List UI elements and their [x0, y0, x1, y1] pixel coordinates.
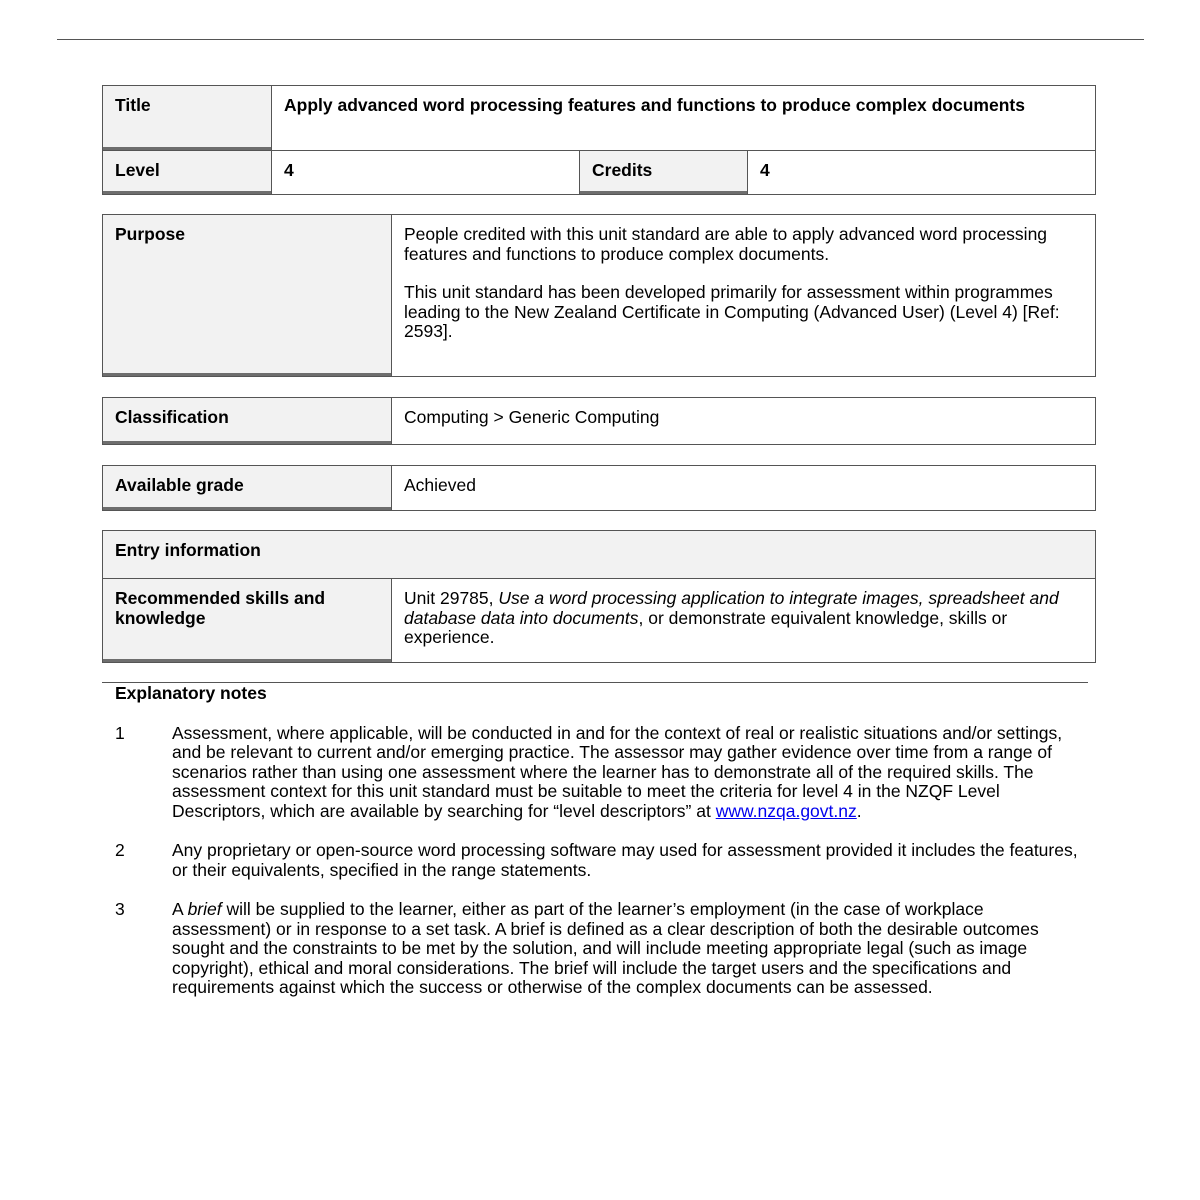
explanatory-notes	[102, 682, 1088, 998]
recommended-skills-suffix: , or demonstrate equivalent knowledge, skills or experience.	[404, 607, 1008, 647]
note-number: 1	[115, 722, 125, 743]
note-number: 2	[115, 840, 125, 860]
title-table	[102, 85, 1096, 195]
classification-value: Computing > Generic Computing	[392, 398, 1096, 445]
purpose-label: Purpose	[103, 215, 392, 377]
title-value: Apply advanced word processing features and functions to produce complex documents	[272, 86, 1096, 151]
credits-label: Credits	[580, 151, 748, 195]
purpose-paragraph-2: This unit standard has been developed primarily for assessment within programmes leading to the New Zealand Certificate in Computing (Advanced User) (Level 4) [Ref: 2593].	[404, 282, 1060, 341]
note-text	[172, 724, 1088, 822]
recommended-skills-prefix: Unit 29785,	[404, 588, 499, 608]
classification-table	[102, 397, 1096, 445]
note-item	[102, 724, 1088, 822]
note-text-end: .	[856, 800, 862, 821]
available-grade-label: Available grade	[103, 466, 392, 511]
purpose-paragraph-1: People credited with this unit standard are able to apply advanced word processing features and functions to produce complex documents.	[404, 224, 1048, 264]
nzqa-link[interactable]: www.nzqa.govt.nz	[715, 800, 857, 821]
note-item	[102, 900, 1088, 998]
note-emphasis-brief: brief	[187, 899, 222, 919]
note-text-body: will be supplied to the learner, either as part of the learner’s employment (in the case of workplace assessment) or in response to a set task. A brief is defined as a clear description of both the desirable outcomes sought and the constraints to be met by the solution, and will include meeting appropriate legal (such as image copyright), ethical and moral considerations. The brief will include the target users and the specifications and requirements against which the success or otherwise of the complex documents can be assessed.	[172, 899, 1039, 997]
classification-label: Classification	[103, 398, 392, 445]
recommended-skills-label: Recommended skills and knowledge	[103, 579, 392, 663]
explanatory-notes-heading: Explanatory notes	[115, 683, 267, 703]
level-label: Level	[103, 151, 272, 195]
header-rule	[57, 39, 1144, 40]
purpose-value	[392, 215, 1096, 377]
available-grade-table	[102, 465, 1096, 511]
note-text-start: A	[172, 899, 188, 919]
level-value: 4	[272, 151, 580, 195]
note-text: Any proprietary or open-source word processing software may used for assessment provided it includes the features, or their equivalents, specified in the range statements.	[172, 840, 1078, 880]
recommended-skills-value	[392, 579, 1096, 663]
available-grade-value: Achieved	[392, 466, 1096, 511]
purpose-table	[102, 214, 1096, 377]
note-text	[172, 900, 1088, 998]
recommended-unit-title: Use a word processing application to integrate images, spreadsheet and database data into documents	[404, 588, 1059, 628]
entry-information-heading: Entry information	[103, 531, 1096, 579]
note-number: 3	[115, 899, 125, 919]
note-item	[102, 841, 1088, 880]
entry-information-table	[102, 530, 1096, 663]
note-text-body: Assessment, where applicable, will be conducted in and for the context of real or realistic situations and/or settings, and be relevant to current and/or emerging practice. The assessor may gather evidence over time from a range of scenarios rather than using one assessment where the learner has to demonstrate all of the required skills. The assessment context for this unit standard must be suitable to meet the criteria for level 4 in the NZQF Level Descriptors, which are available by searching for “level descriptors” at	[172, 722, 1063, 821]
credits-value: 4	[748, 151, 1096, 195]
title-label: Title	[103, 86, 272, 151]
